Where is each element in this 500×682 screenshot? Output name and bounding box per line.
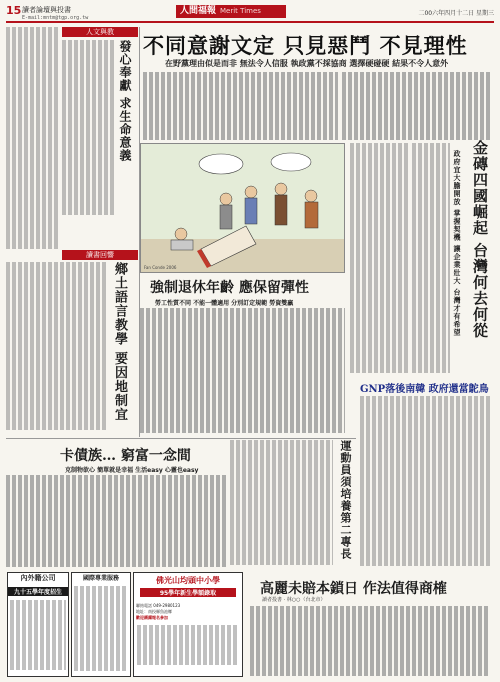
lead-article-text (143, 72, 338, 140)
debt-article-text (6, 475, 226, 567)
gnp-article-text (360, 396, 490, 566)
debt-headline: 卡債族… 窮富一念間 (60, 448, 191, 464)
ad-fokuangshan-school (133, 572, 243, 677)
left-article-text (6, 27, 59, 249)
retirement-article-text (140, 308, 345, 433)
debt-subhead: 克制物欲心 簡單就是幸福 生活easy 心靈也easy (65, 467, 199, 474)
editorial-cartoon (140, 143, 345, 273)
masthead (6, 4, 494, 26)
ad-mid-title: 國際專業服務 (82, 575, 119, 582)
athletes-article-text (230, 440, 333, 565)
lead-subhead: 在野黨理由似是而非 無法令人信服 執政黨不採協商 選擇硬碰硬 結果不令人意外 (165, 59, 449, 68)
vertical-title-brics: 金磚四國崛起 台灣何去何從 (471, 140, 489, 339)
box-head-reading: 讀書回響 (62, 250, 138, 260)
ad-school-admissions (7, 572, 69, 677)
korea-headline: 高麗未賠本鎖日 作法值得商榷 (260, 581, 447, 597)
retirement-subhead: 勞工性質不同 不能一體適用 分別訂定規範 勞資雙贏 (155, 300, 294, 307)
vertical-sub-brics: 政府宜大膽開放 掌握契機 讓企業壯大 台灣才有希望 (453, 150, 462, 337)
center-article-text (350, 143, 408, 373)
ad-right-line-2: 地址：南投縣魚池鄉 (136, 609, 172, 614)
ad-right-line-3: 歡迎踴躍報名參加 (136, 615, 168, 620)
korea-article-text (250, 606, 490, 676)
retirement-headline: 強制退休年齡 應保留彈性 (150, 280, 309, 296)
section-divider (6, 438, 356, 439)
box-head-humanities: 人文與教 (62, 27, 138, 37)
ad-right-title: 佛光山均頭中小學 (156, 576, 220, 585)
page-number: 15 (6, 4, 22, 17)
ad-services (71, 572, 131, 677)
reading-article-text (6, 262, 106, 430)
cartoon-illustration (141, 144, 345, 273)
section-email: E-mail:mntm@tgp.org.tw (22, 15, 89, 21)
logo-english: Merit Times (220, 7, 261, 15)
vertical-title-dedication: 發心奉獻 求生命意義 (118, 40, 132, 163)
issue-date: 二00六年四月十二日 星期三 (418, 10, 494, 17)
lead-headline: 不同意謝文定 只見惡鬥 不見理性 (143, 33, 468, 58)
brics-article-text (412, 143, 450, 373)
vertical-title-athletes: 運動員須培養第二專長 (339, 440, 352, 560)
ad-right-subtitle: 95學年新生學額錄取 (140, 588, 236, 597)
masthead-rule (6, 21, 494, 23)
ad-left-title: 內外籍公司 (20, 574, 56, 582)
gnp-headline: GNP落後南韓 政府還當鴕鳥 (360, 384, 489, 395)
ad-right-line-1: 聯絡電話 049-2980123 (136, 603, 181, 608)
vertical-title-dialect: 鄉土語言教學 要因地制宜 (112, 262, 127, 422)
newspaper-logo (176, 5, 286, 18)
cartoon-credit: Fan Conde 2006 (144, 265, 177, 270)
section-title: 讀者論壇與投書 (22, 6, 71, 14)
korea-byline: 讀者投書 · 林○○（台北市） (262, 597, 326, 603)
ad-left-subtitle: 九十五學年度招生 (8, 587, 68, 596)
humanities-article-text (62, 40, 115, 215)
lead-article-text-2 (342, 72, 492, 140)
logo-text: 人間福報 (180, 6, 217, 16)
